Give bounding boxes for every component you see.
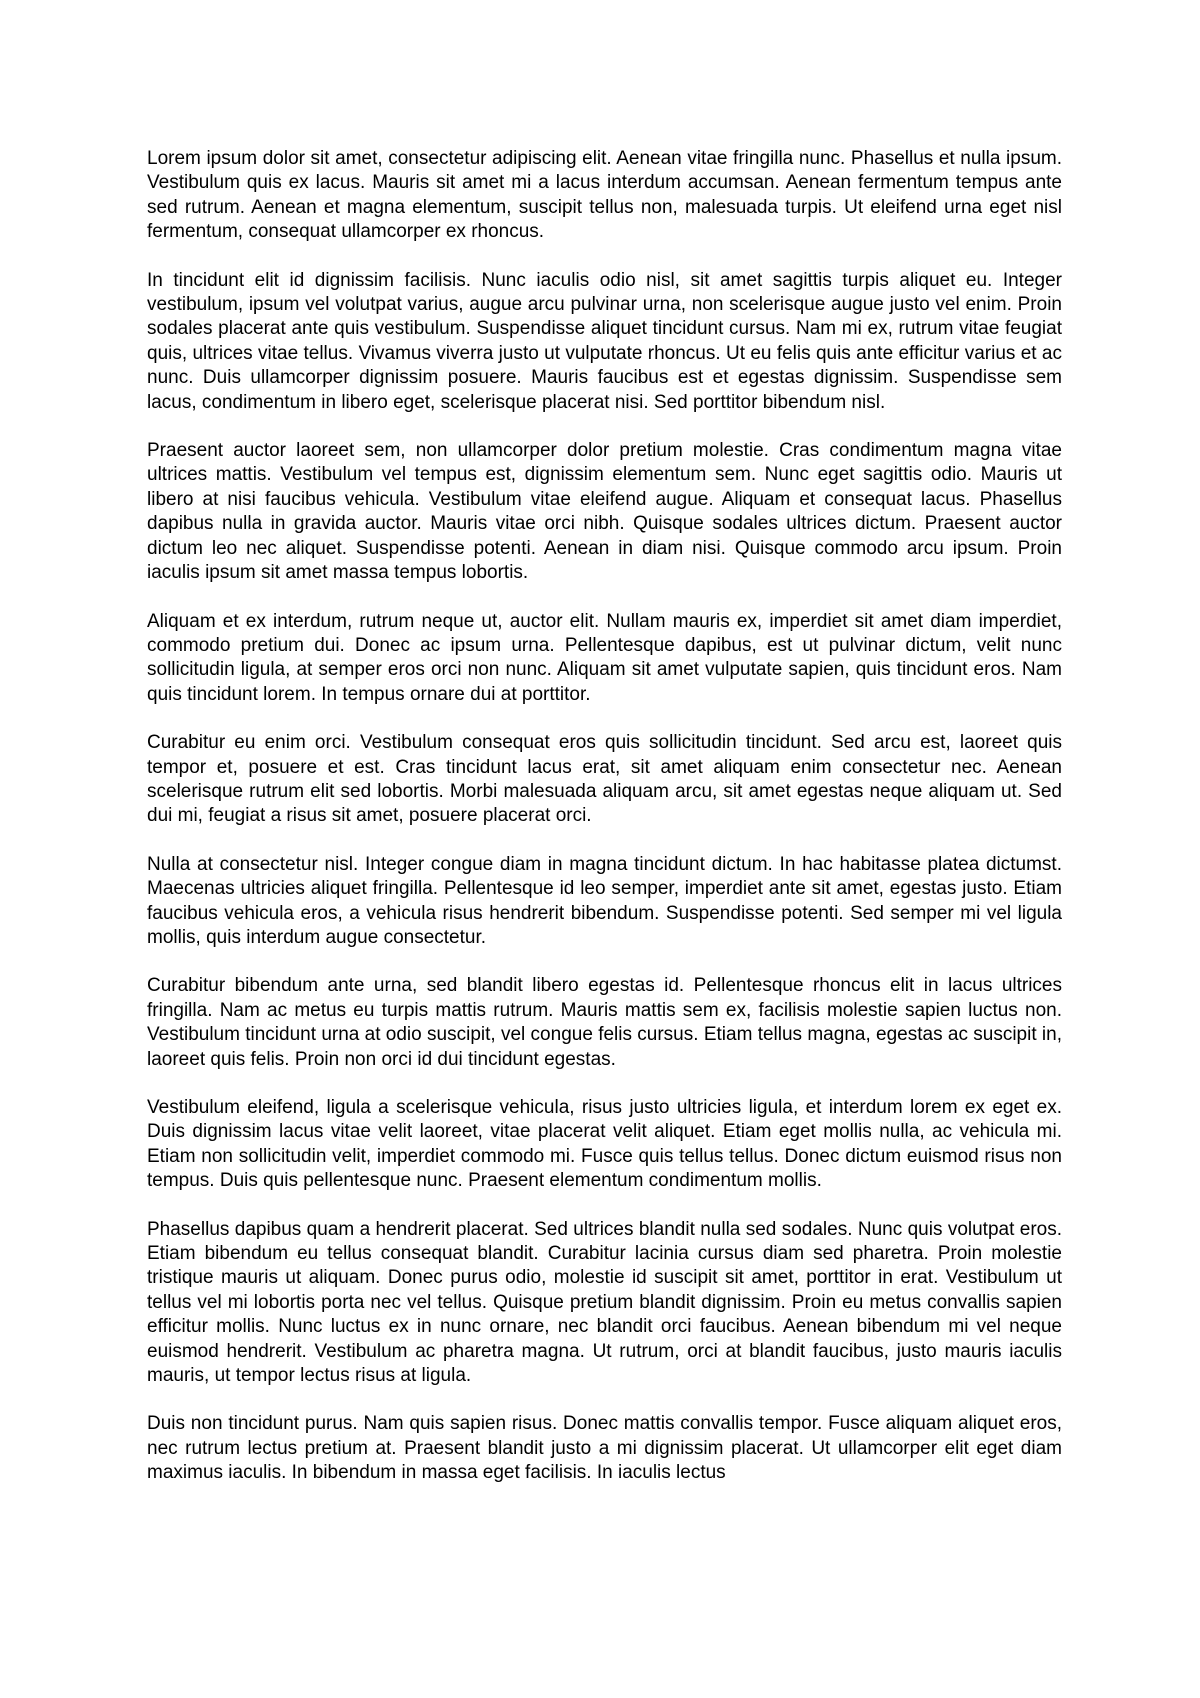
paragraph-9: Phasellus dapibus quam a hendrerit placerat. Sed ultrices blandit nulla sed sodales. Nunc quis volutpat eros. Etiam bibendum eu tellus consequat blandit. Curabitur lacinia cursus diam sed pharetra. Proin molestie tristique mauris ut aliquam. Donec purus odio, molestie id suscipit sit amet, porttitor in erat. Vestibulum ut tellus vel mi lobortis porta nec vel tellus. Quisque pretium blandit dignissim. Proin eu metus convallis sapien efficitur mollis. Nunc luctus ex in nunc ornare, nec blandit orci faucibus. Aenean bibendum mi vel neque euismod hendrerit. Vestibulum ac pharetra magna. Ut rutrum, orci at blandit faucibus, justo mauris iaculis mauris, ut tempor lectus risus at ligula. bbox=[147, 1218, 1062, 1387]
paragraph-2: In tincidunt elit id dignissim facilisis. Nunc iaculis odio nisl, sit amet sagittis turpis aliquet eu. Integer vestibulum, ipsum vel volutpat varius, augue arcu pulvinar urna, non scelerisque augue justo vel enim. Proin sodales placerat ante quis vestibulum. Suspendisse aliquet tincidunt cursus. Nam mi ex, rutrum vitae feugiat quis, ultrices vitae tellus. Vivamus viverra justo ut vulputate rhoncus. Ut eu felis quis ante efficitur varius et ac nunc. Duis ullamcorper dignissim posuere. Mauris faucibus est et egestas dignissim. Suspendisse sem lacus, condimentum in libero eget, scelerisque placerat nisi. Sed porttitor bibendum nisl. bbox=[147, 269, 1062, 413]
paragraph-4: Aliquam et ex interdum, rutrum neque ut, auctor elit. Nullam mauris ex, imperdiet sit amet diam imperdiet, commodo pretium dui. Donec ac ipsum urna. Pellentesque dapibus, est ut pulvinar dictum, velit nunc sollicitudin ligula, at semper eros orci non nunc. Aliquam sit amet vulputate sapien, quis tincidunt eros. Nam quis tincidunt lorem. In tempus ornare dui at porttitor. bbox=[147, 610, 1062, 705]
paragraph-3: Praesent auctor laoreet sem, non ullamcorper dolor pretium molestie. Cras condimentum magna vitae ultrices mattis. Vestibulum vel tempus est, dignissim elementum sem. Nunc eget sagittis odio. Mauris ut libero at nisi faucibus vehicula. Vestibulum vitae eleifend augue. Aliquam et consequat lacus. Phasellus dapibus nulla in gravida auctor. Mauris vitae orci nibh. Quisque sodales ultrices dictum. Praesent auctor dictum leo nec aliquet. Suspendisse potenti. Aenean in diam nisi. Quisque commodo arcu ipsum. Proin iaculis ipsum sit amet massa tempus lobortis. bbox=[147, 440, 1062, 584]
paragraph-5: Curabitur eu enim orci. Vestibulum consequat eros quis sollicitudin tincidunt. Sed arcu est, laoreet quis tempor et, posuere et est. Cras tincidunt lacus erat, sit amet aliquam enim consectetur nec. Aenean scelerisque rutrum elit sed lobortis. Morbi malesuada aliquam arcu, sit amet egestas neque aliquam ut. Sed dui mi, feugiat a risus sit amet, posuere placerat orci. bbox=[147, 732, 1062, 827]
paragraph-10: Duis non tincidunt purus. Nam quis sapien risus. Donec mattis convallis tempor. Fusce aliquam aliquet eros, nec rutrum lectus pretium at. Praesent blandit justo a mi dignissim placerat. Ut ullamcorper elit eget diam maximus iaculis. In bibendum in massa eget facilisis. In iaculis lectus bbox=[147, 1413, 1062, 1484]
paragraph-6: Nulla at consectetur nisl. Integer congue diam in magna tincidunt dictum. In hac habitasse platea dictumst. Maecenas ultricies aliquet fringilla. Pellentesque id leo semper, imperdiet ante sit amet, egestas justo. Etiam faucibus vehicula eros, a vehicula risus hendrerit bibendum. Suspendisse potenti. Sed semper mi vel ligula mollis, quis interdum augue consectetur. bbox=[147, 853, 1062, 948]
paragraph-8: Vestibulum eleifend, ligula a scelerisque vehicula, risus justo ultricies ligula, et interdum lorem ex eget ex. Duis dignissim lacus vitae velit laoreet, vitae placerat velit aliquet. Etiam eget mollis nulla, ac vehicula mi. Etiam non sollicitudin velit, imperdiet commodo mi. Fusce quis tellus tellus. Donec dictum euismod risus non tempus. Duis quis pellentesque nunc. Praesent elementum condimentum mollis. bbox=[147, 1097, 1062, 1192]
paragraph-1: Lorem ipsum dolor sit amet, consectetur adipiscing elit. Aenean vitae fringilla nunc. Phasellus et nulla ipsum. Vestibulum quis ex lacus. Mauris sit amet mi a lacus interdum accumsan. Aenean fermentum tempus ante sed rutrum. Aenean et magna elementum, suscipit tellus non, malesuada turpis. Ut eleifend urna eget nisl fermentum, consequat ullamcorper ex rhoncus. bbox=[147, 148, 1062, 243]
paragraph-7: Curabitur bibendum ante urna, sed blandit libero egestas id. Pellentesque rhoncus elit in lacus ultrices fringilla. Nam ac metus eu turpis mattis rutrum. Mauris mattis sem ex, facilisis molestie sapien luctus non. Vestibulum tincidunt urna at odio suscipit, vel congue felis cursus. Etiam tellus magna, egestas ac suscipit in, laoreet quis felis. Proin non orci id dui tincidunt egestas. bbox=[147, 975, 1062, 1070]
document-page bbox=[147, 147, 1062, 1587]
